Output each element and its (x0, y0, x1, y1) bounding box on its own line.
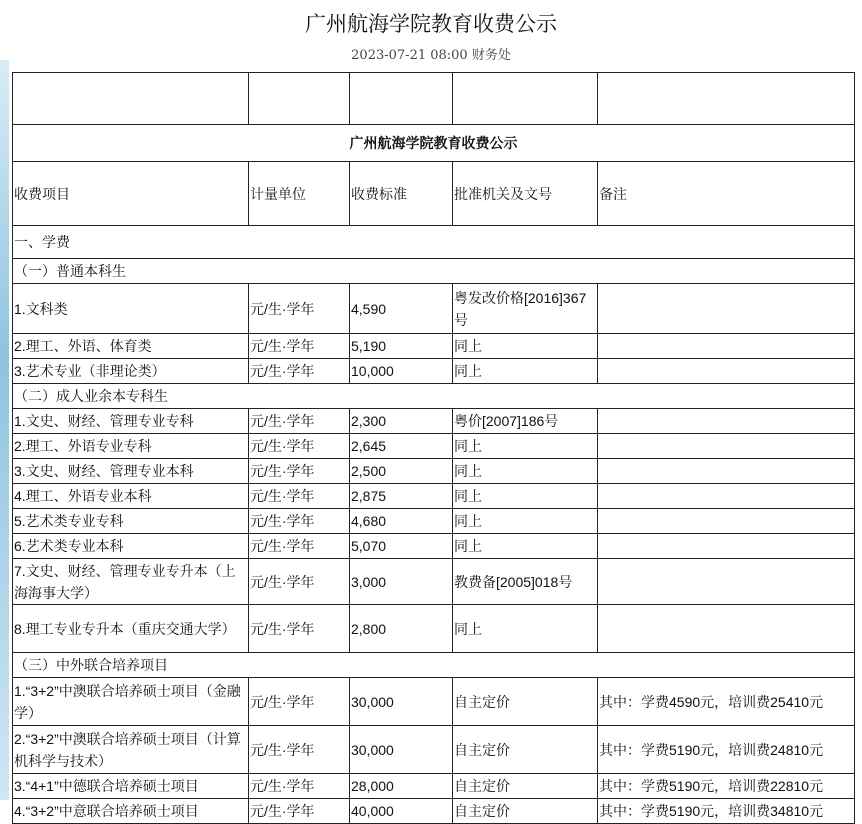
item-cell: 3.“4+1”中德联合培养硕士项目 (13, 774, 249, 799)
note-cell (598, 484, 855, 509)
approval-cell: 自主定价 (453, 774, 598, 799)
section-label: （一）普通本科生 (13, 259, 855, 284)
note-cell (598, 334, 855, 359)
item-cell: 2.“3+2”中澳联合培养硕士项目（计算机科学与技术） (13, 726, 249, 774)
unit-cell: 元/生·学年 (249, 284, 350, 334)
approval-cell: 同上 (453, 534, 598, 559)
fee-table (12, 72, 855, 824)
table-row (13, 559, 855, 605)
table-row (13, 774, 855, 799)
note-cell: 其中：学费5190元，培训费24810元 (598, 726, 855, 774)
publish-meta: 2023-07-21 08:00 财务处 (351, 48, 511, 63)
approval-cell: 同上 (453, 359, 598, 384)
header-cell: 计量单位 (249, 162, 350, 226)
note-cell (598, 605, 855, 653)
note-cell (598, 534, 855, 559)
item-cell: 7.文史、财经、管理专业专升本（上海海事大学） (13, 559, 249, 605)
approval-cell: 同上 (453, 484, 598, 509)
note-cell: 其中：学费5190元，培训费22810元 (598, 774, 855, 799)
item-cell: 3.艺术专业（非理论类） (13, 359, 249, 384)
fee-cell: 3,000 (350, 559, 453, 605)
section-row (13, 653, 855, 678)
left-edge-decoration (0, 60, 9, 800)
unit-cell: 元/生·学年 (249, 334, 350, 359)
approval-cell: 自主定价 (453, 726, 598, 774)
item-cell: 1.文史、财经、管理专业专科 (13, 409, 249, 434)
note-cell (598, 359, 855, 384)
approval-cell: 自主定价 (453, 678, 598, 726)
fee-cell: 2,645 (350, 434, 453, 459)
table-title: 广州航海学院教育收费公示 (13, 125, 855, 162)
unit-cell: 元/生·学年 (249, 484, 350, 509)
fee-cell: 30,000 (350, 678, 453, 726)
item-cell: 1.“3+2”中澳联合培养硕士项目（金融学） (13, 678, 249, 726)
section-label: （二）成人业余本专科生 (13, 384, 855, 409)
note-cell: 其中：学费5190元，培训费34810元 (598, 799, 855, 824)
header-row (13, 162, 855, 226)
table-row (13, 334, 855, 359)
unit-cell: 元/生·学年 (249, 509, 350, 534)
fee-cell: 10,000 (350, 359, 453, 384)
item-cell: 3.文史、财经、管理专业本科 (13, 459, 249, 484)
fee-cell: 28,000 (350, 774, 453, 799)
table-row (13, 484, 855, 509)
item-cell: 2.理工、外语、体育类 (13, 334, 249, 359)
note-cell (598, 459, 855, 484)
fee-cell: 40,000 (350, 799, 453, 824)
table-row (13, 509, 855, 534)
item-cell: 6.艺术类专业本科 (13, 534, 249, 559)
unit-cell: 元/生·学年 (249, 409, 350, 434)
table-row (13, 726, 855, 774)
table-title-row (13, 125, 855, 162)
note-cell (598, 409, 855, 434)
section-label: （三）中外联合培养项目 (13, 653, 855, 678)
note-cell: 其中：学费4590元，培训费25410元 (598, 678, 855, 726)
header-cell: 收费项目 (13, 162, 249, 226)
table-row (13, 434, 855, 459)
section-row (13, 384, 855, 409)
section-row (13, 226, 855, 259)
approval-cell: 同上 (453, 509, 598, 534)
section-row (13, 259, 855, 284)
item-cell: 5.艺术类专业专科 (13, 509, 249, 534)
unit-cell: 元/生·学年 (249, 678, 350, 726)
fee-cell: 4,590 (350, 284, 453, 334)
fee-cell: 2,875 (350, 484, 453, 509)
table-row (13, 459, 855, 484)
item-cell: 2.理工、外语专业专科 (13, 434, 249, 459)
section-label: 一、学费 (13, 226, 855, 259)
approval-cell: 教费备[2005]018号 (453, 559, 598, 605)
unit-cell: 元/生·学年 (249, 726, 350, 774)
fee-cell: 5,190 (350, 334, 453, 359)
item-cell: 1.文科类 (13, 284, 249, 334)
fee-cell: 5,070 (350, 534, 453, 559)
unit-cell: 元/生·学年 (249, 459, 350, 484)
unit-cell: 元/生·学年 (249, 359, 350, 384)
table-row (13, 359, 855, 384)
unit-cell: 元/生·学年 (249, 534, 350, 559)
unit-cell: 元/生·学年 (249, 605, 350, 653)
header-cell: 收费标准 (350, 162, 453, 226)
table-row (13, 534, 855, 559)
page-title: 广州航海学院教育收费公示 (305, 12, 557, 36)
approval-cell: 粤发改价格[2016]367号 (453, 284, 598, 334)
fee-cell: 2,800 (350, 605, 453, 653)
blank-row (13, 73, 855, 125)
table-row (13, 409, 855, 434)
approval-cell: 同上 (453, 434, 598, 459)
item-cell: 8.理工专业专升本（重庆交通大学） (13, 605, 249, 653)
header-cell: 备注 (598, 162, 855, 226)
fee-cell: 4,680 (350, 509, 453, 534)
note-cell (598, 284, 855, 334)
item-cell: 4.理工、外语专业本科 (13, 484, 249, 509)
table-row (13, 284, 855, 334)
unit-cell: 元/生·学年 (249, 559, 350, 605)
approval-cell: 同上 (453, 459, 598, 484)
table-row (13, 799, 855, 824)
fee-cell: 2,500 (350, 459, 453, 484)
table-row (13, 605, 855, 653)
approval-cell: 同上 (453, 334, 598, 359)
note-cell (598, 434, 855, 459)
item-cell: 4.“3+2”中意联合培养硕士项目 (13, 799, 249, 824)
unit-cell: 元/生·学年 (249, 774, 350, 799)
fee-cell: 2,300 (350, 409, 453, 434)
unit-cell: 元/生·学年 (249, 799, 350, 824)
approval-cell: 粤价[2007]186号 (453, 409, 598, 434)
approval-cell: 自主定价 (453, 799, 598, 824)
approval-cell: 同上 (453, 605, 598, 653)
unit-cell: 元/生·学年 (249, 434, 350, 459)
note-cell (598, 509, 855, 534)
header-cell: 批准机关及文号 (453, 162, 598, 226)
note-cell (598, 559, 855, 605)
fee-cell: 30,000 (350, 726, 453, 774)
table-row (13, 678, 855, 726)
